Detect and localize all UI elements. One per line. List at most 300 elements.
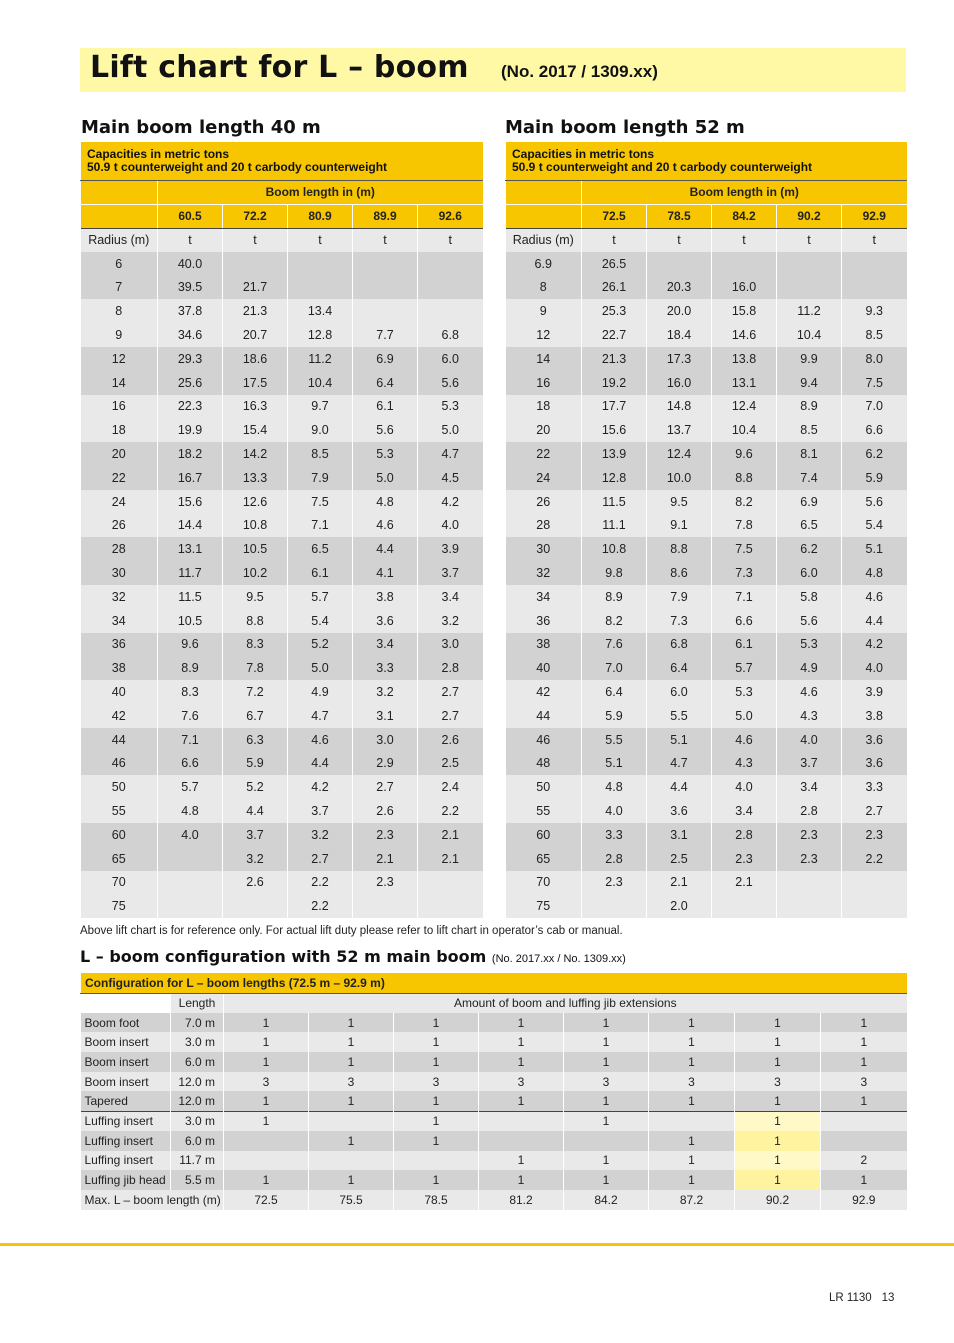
capacity-cell: 8.1 [777, 442, 842, 466]
capacity-cell: 7.5 [288, 490, 353, 514]
radius-cell: 24 [81, 490, 158, 514]
config-row [81, 1072, 907, 1092]
table-row [506, 752, 907, 776]
max-length-cell: 75.5 [309, 1190, 394, 1210]
capacity-cell: 4.0 [158, 823, 223, 847]
config-row [81, 1170, 907, 1190]
component-length: 6.0 m [171, 1131, 224, 1151]
capacity-cell: 7.4 [777, 466, 842, 490]
capacity-cell: 9.7 [288, 395, 353, 419]
capacity-cell: 8.6 [647, 561, 712, 585]
radius-cell: 22 [81, 466, 158, 490]
capacity-cell: 2.7 [288, 847, 353, 871]
radius-cell: 42 [506, 680, 582, 704]
table-row [506, 799, 907, 823]
capacity-cell: 6.5 [777, 514, 842, 538]
capacity-cell: 11.5 [158, 585, 223, 609]
radius-cell: 46 [506, 728, 582, 752]
capacity-cell: 3.9 [842, 680, 907, 704]
config-table [80, 973, 907, 1210]
lift-chart-40m-table [80, 142, 483, 918]
capacity-cell: 6.1 [353, 395, 418, 419]
table-row [81, 299, 483, 323]
caption-line-2: 50.9 t counterweight and 20 t carbody counterweight [87, 159, 388, 174]
capacity-cell [712, 252, 777, 276]
capacity-cell: 4.6 [712, 728, 777, 752]
amount-cell: 3 [309, 1072, 394, 1092]
table-row [81, 847, 483, 871]
table-row [81, 633, 483, 657]
table-row [506, 561, 907, 585]
radius-cell: 30 [81, 561, 158, 585]
capacity-cell: 5.6 [842, 490, 907, 514]
component-length: 11.7 m [171, 1151, 224, 1171]
amount-cell: 1 [479, 1151, 564, 1171]
capacity-cell: 6.6 [842, 418, 907, 442]
boom-length-header: 80.9 [288, 204, 353, 228]
capacity-cell: 8.9 [582, 585, 647, 609]
capacity-cell: 4.5 [418, 466, 483, 490]
capacity-cell: 4.2 [288, 775, 353, 799]
config-row [81, 1013, 907, 1033]
capacity-cell [777, 894, 842, 918]
amount-cell: 1 [564, 1013, 649, 1033]
page-number: 13 [881, 1292, 895, 1304]
table-row [506, 609, 907, 633]
capacity-cell: 7.8 [712, 514, 777, 538]
amount-cell: 1 [224, 1032, 309, 1052]
amount-cell [821, 1131, 907, 1151]
capacity-cell: 18.4 [647, 323, 712, 347]
capacity-cell [353, 252, 418, 276]
reference-note: Above lift chart is for reference only. For actual lift duty please refer to lift chart in operator’s cab or manual. [80, 925, 623, 937]
table-row [506, 894, 907, 918]
capacity-cell [223, 894, 288, 918]
radius-cell: 18 [81, 418, 158, 442]
capacity-cell: 3.1 [353, 704, 418, 728]
max-length-row [81, 1190, 907, 1210]
config-row [81, 1091, 907, 1111]
radius-cell: 18 [506, 395, 582, 419]
unit-label: t [582, 228, 647, 252]
header-blank [81, 993, 171, 1013]
capacity-cell: 9.3 [842, 299, 907, 323]
capacity-cell: 20.3 [647, 276, 712, 300]
table-row [506, 299, 907, 323]
capacity-cell: 4.9 [777, 656, 842, 680]
capacity-cell: 4.3 [777, 704, 842, 728]
unit-label: t [777, 228, 842, 252]
capacity-cell: 9.6 [712, 442, 777, 466]
capacity-cell: 10.8 [223, 514, 288, 538]
config-row [81, 1111, 907, 1131]
capacity-cell: 22.3 [158, 395, 223, 419]
config-row [81, 1151, 907, 1171]
table-row [81, 490, 483, 514]
capacity-cell: 12.8 [288, 323, 353, 347]
capacity-cell: 3.0 [353, 728, 418, 752]
amount-cell: 1 [309, 1013, 394, 1033]
capacity-cell: 7.0 [842, 395, 907, 419]
config-heading [80, 947, 626, 966]
amount-cell: 1 [394, 1032, 479, 1052]
amount-cell: 1 [735, 1131, 821, 1151]
capacity-cell: 16.3 [223, 395, 288, 419]
radius-label: Radius (m) [81, 228, 158, 252]
table-row [81, 323, 483, 347]
capacity-cell: 4.1 [353, 561, 418, 585]
radius-cell: 9 [506, 299, 582, 323]
capacity-cell: 2.2 [418, 799, 483, 823]
capacity-cell: 10.5 [158, 609, 223, 633]
capacity-cell: 4.4 [288, 752, 353, 776]
capacity-cell: 10.0 [647, 466, 712, 490]
caption-line-1: Capacities in metric tons [512, 146, 655, 161]
table-row [81, 371, 483, 395]
component-length: 7.0 m [171, 1013, 224, 1033]
capacity-cell: 9.6 [158, 633, 223, 657]
capacity-cell: 2.1 [418, 847, 483, 871]
capacity-cell: 4.8 [158, 799, 223, 823]
capacity-cell: 3.7 [223, 823, 288, 847]
radius-cell: 16 [81, 395, 158, 419]
capacity-cell: 40.0 [158, 252, 223, 276]
capacity-cell: 15.6 [582, 418, 647, 442]
amount-cell: 1 [564, 1052, 649, 1072]
capacity-cell [353, 894, 418, 918]
radius-cell: 44 [506, 704, 582, 728]
capacity-cell: 2.4 [418, 775, 483, 799]
capacity-cell [353, 299, 418, 323]
capacity-cell [842, 894, 907, 918]
capacity-cell: 13.1 [712, 371, 777, 395]
capacity-cell: 8.0 [842, 347, 907, 371]
capacity-cell: 3.6 [842, 728, 907, 752]
unit-label: t [418, 228, 483, 252]
capacity-cell [158, 847, 223, 871]
capacity-cell: 7.3 [647, 609, 712, 633]
capacity-cell: 5.9 [223, 752, 288, 776]
capacity-cell: 5.9 [582, 704, 647, 728]
radius-cell: 12 [81, 347, 158, 371]
capacity-cell: 5.5 [582, 728, 647, 752]
capacity-cell: 13.1 [158, 537, 223, 561]
max-length-cell: 87.2 [649, 1190, 735, 1210]
amount-cell: 3 [479, 1072, 564, 1092]
capacity-cell: 2.7 [842, 799, 907, 823]
capacity-cell: 9.8 [582, 561, 647, 585]
radius-cell: 6 [81, 252, 158, 276]
capacity-cell [288, 276, 353, 300]
capacity-cell: 6.9 [777, 490, 842, 514]
capacity-cell: 4.7 [418, 442, 483, 466]
capacity-cell: 39.5 [158, 276, 223, 300]
header-blank [506, 204, 582, 228]
capacity-cell: 5.6 [777, 609, 842, 633]
component-length: 12.0 m [171, 1091, 224, 1111]
capacity-cell: 7.1 [288, 514, 353, 538]
unit-label: t [223, 228, 288, 252]
amount-cell: 1 [564, 1111, 649, 1131]
capacity-cell [777, 276, 842, 300]
config-row [81, 1032, 907, 1052]
capacity-cell: 6.2 [842, 442, 907, 466]
capacity-cell: 2.8 [712, 823, 777, 847]
capacity-cell: 9.5 [223, 585, 288, 609]
unit-label: t [288, 228, 353, 252]
radius-cell: 24 [506, 466, 582, 490]
capacity-cell [647, 252, 712, 276]
capacity-cell: 10.4 [288, 371, 353, 395]
capacity-cell: 3.2 [418, 609, 483, 633]
capacity-cell: 3.3 [582, 823, 647, 847]
capacity-cell: 6.8 [647, 633, 712, 657]
amount-cell [224, 1151, 309, 1171]
radius-cell: 48 [506, 752, 582, 776]
radius-cell: 46 [81, 752, 158, 776]
radius-cell: 36 [506, 609, 582, 633]
radius-cell: 40 [81, 680, 158, 704]
table-row [506, 418, 907, 442]
chart-40m-heading: Main boom length 40 m [81, 117, 321, 138]
capacity-cell: 3.7 [288, 799, 353, 823]
radius-cell: 40 [506, 656, 582, 680]
capacity-cell: 7.5 [842, 371, 907, 395]
capacity-cell: 13.8 [712, 347, 777, 371]
caption-line-1: Capacities in metric tons [87, 146, 230, 161]
capacity-cell: 12.4 [712, 395, 777, 419]
amount-cell: 1 [821, 1091, 907, 1111]
capacity-cell: 4.7 [288, 704, 353, 728]
capacity-cell: 2.5 [647, 847, 712, 871]
capacity-cell: 11.2 [288, 347, 353, 371]
amount-cell: 1 [564, 1032, 649, 1052]
capacity-cell: 25.3 [582, 299, 647, 323]
component-length: 5.5 m [171, 1170, 224, 1190]
capacity-cell: 3.4 [712, 799, 777, 823]
amount-cell [479, 1111, 564, 1131]
amount-cell: 1 [224, 1091, 309, 1111]
amount-cell: 1 [649, 1091, 735, 1111]
capacity-cell: 6.2 [777, 537, 842, 561]
capacity-cell: 6.6 [712, 609, 777, 633]
table-row [506, 395, 907, 419]
capacity-cell: 4.6 [353, 514, 418, 538]
amount-cell [821, 1111, 907, 1131]
radius-cell: 34 [81, 609, 158, 633]
capacity-cell: 5.6 [353, 418, 418, 442]
max-length-label: Max. L – boom length (m) [81, 1190, 224, 1210]
amount-cell: 1 [309, 1032, 394, 1052]
capacity-cell: 17.7 [582, 395, 647, 419]
capacity-cell: 6.4 [647, 656, 712, 680]
capacity-cell [418, 276, 483, 300]
capacity-cell: 3.4 [353, 633, 418, 657]
capacity-cell: 16.7 [158, 466, 223, 490]
radius-cell: 50 [81, 775, 158, 799]
capacity-cell: 3.7 [777, 752, 842, 776]
capacity-cell: 14.4 [158, 514, 223, 538]
amount-cell: 1 [735, 1111, 821, 1131]
capacity-cell: 5.7 [288, 585, 353, 609]
capacity-cell: 3.4 [777, 775, 842, 799]
capacity-cell [712, 894, 777, 918]
capacity-cell: 2.1 [418, 823, 483, 847]
capacity-cell: 2.9 [353, 752, 418, 776]
capacity-cell: 12.4 [647, 442, 712, 466]
table-row [81, 799, 483, 823]
capacity-cell: 4.0 [582, 799, 647, 823]
capacity-cell: 4.0 [842, 656, 907, 680]
capacity-cell: 5.4 [288, 609, 353, 633]
capacity-cell: 29.3 [158, 347, 223, 371]
amount-cell: 1 [821, 1013, 907, 1033]
component-label: Luffing insert [81, 1151, 171, 1171]
capacity-cell: 2.3 [353, 823, 418, 847]
capacity-cell: 8.8 [223, 609, 288, 633]
amount-cell: 1 [479, 1013, 564, 1033]
component-length: 3.0 m [171, 1032, 224, 1052]
capacity-cell: 3.1 [647, 823, 712, 847]
table-row [506, 728, 907, 752]
amount-cell: 1 [735, 1091, 821, 1111]
amount-cell: 3 [394, 1072, 479, 1092]
table-row [506, 775, 907, 799]
amount-cell [309, 1111, 394, 1131]
config-heading-title: L – boom configuration with 52 m main boom [80, 947, 487, 966]
capacity-cell: 2.7 [353, 775, 418, 799]
amount-cell: 1 [309, 1131, 394, 1151]
amount-cell: 1 [649, 1151, 735, 1171]
component-label: Boom foot [81, 1013, 171, 1033]
capacity-cell: 17.3 [647, 347, 712, 371]
capacity-cell: 2.3 [842, 823, 907, 847]
table-row [506, 466, 907, 490]
capacity-cell: 4.0 [712, 775, 777, 799]
amount-cell: 3 [735, 1072, 821, 1092]
capacity-cell: 11.2 [777, 299, 842, 323]
capacity-cell: 2.2 [842, 847, 907, 871]
capacity-cell [842, 871, 907, 895]
table-row [506, 823, 907, 847]
capacity-cell: 10.2 [223, 561, 288, 585]
table-row [81, 561, 483, 585]
config-heading-sub: (No. 2017.xx / No. 1309.xx) [491, 953, 626, 965]
table-row [81, 514, 483, 538]
amount-cell: 1 [735, 1151, 821, 1171]
capacity-cell: 21.3 [582, 347, 647, 371]
capacity-cell: 3.9 [418, 537, 483, 561]
capacity-cell: 5.0 [288, 656, 353, 680]
radius-cell: 55 [506, 799, 582, 823]
capacity-cell: 2.6 [353, 799, 418, 823]
radius-cell: 20 [506, 418, 582, 442]
table-row [506, 871, 907, 895]
capacity-cell: 2.8 [582, 847, 647, 871]
amount-cell: 2 [821, 1151, 907, 1171]
component-label: Luffing insert [81, 1111, 171, 1131]
radius-label: Radius (m) [506, 228, 582, 252]
amount-cell: 1 [479, 1170, 564, 1190]
capacity-cell: 13.9 [582, 442, 647, 466]
capacity-cell: 3.3 [842, 775, 907, 799]
capacity-cell: 21.3 [223, 299, 288, 323]
capacity-cell: 5.4 [842, 514, 907, 538]
capacity-cell: 4.0 [777, 728, 842, 752]
boom-length-header: 72.2 [223, 204, 288, 228]
capacity-cell: 11.7 [158, 561, 223, 585]
unit-label: t [712, 228, 777, 252]
capacity-cell: 5.3 [712, 680, 777, 704]
amount-cell: 3 [564, 1072, 649, 1092]
radius-cell: 26 [506, 490, 582, 514]
capacity-cell: 5.7 [158, 775, 223, 799]
amount-cell: 1 [649, 1032, 735, 1052]
capacity-cell: 7.8 [223, 656, 288, 680]
amount-cell: 1 [735, 1032, 821, 1052]
amount-cell: 1 [649, 1013, 735, 1033]
amount-cell [564, 1131, 649, 1151]
config-caption: Configuration for L – boom lengths (72.5 m – 92.9 m) [81, 973, 907, 993]
capacity-cell: 4.4 [353, 537, 418, 561]
capacity-cell: 4.6 [842, 585, 907, 609]
capacity-cell: 2.8 [777, 799, 842, 823]
capacity-cell: 6.3 [223, 728, 288, 752]
capacity-cell: 6.0 [647, 680, 712, 704]
radius-cell: 44 [81, 728, 158, 752]
capacity-cell: 4.8 [842, 561, 907, 585]
capacity-cell [158, 894, 223, 918]
capacity-cell: 16.0 [712, 276, 777, 300]
amount-cell: 1 [309, 1170, 394, 1190]
component-length: 6.0 m [171, 1052, 224, 1072]
amount-cell: 1 [479, 1052, 564, 1072]
capacity-cell: 7.0 [582, 656, 647, 680]
capacity-cell: 5.2 [223, 775, 288, 799]
capacity-cell: 14.6 [712, 323, 777, 347]
capacity-cell: 8.5 [777, 418, 842, 442]
capacity-cell: 9.1 [647, 514, 712, 538]
capacity-cell [842, 252, 907, 276]
chart-52m-heading: Main boom length 52 m [505, 117, 745, 138]
footer-model: LR 1130 [829, 1292, 872, 1304]
table-row [81, 656, 483, 680]
amount-cell: 1 [309, 1052, 394, 1072]
amount-cell: 3 [821, 1072, 907, 1092]
radius-cell: 55 [81, 799, 158, 823]
capacity-cell: 2.6 [418, 728, 483, 752]
capacity-cell: 5.0 [418, 418, 483, 442]
amount-cell: 1 [394, 1111, 479, 1131]
radius-cell: 34 [506, 585, 582, 609]
capacity-cell [777, 871, 842, 895]
capacity-caption [81, 142, 483, 180]
capacity-cell: 7.9 [647, 585, 712, 609]
capacity-cell: 3.4 [418, 585, 483, 609]
table-row [81, 680, 483, 704]
radius-cell: 60 [506, 823, 582, 847]
table-row [506, 656, 907, 680]
amount-cell [224, 1131, 309, 1151]
capacity-cell: 13.3 [223, 466, 288, 490]
capacity-cell: 2.3 [353, 871, 418, 895]
amount-cell: 1 [649, 1170, 735, 1190]
capacity-cell: 17.5 [223, 371, 288, 395]
radius-cell: 50 [506, 775, 582, 799]
capacity-cell: 8.3 [158, 680, 223, 704]
table-row [81, 752, 483, 776]
table-row [506, 514, 907, 538]
